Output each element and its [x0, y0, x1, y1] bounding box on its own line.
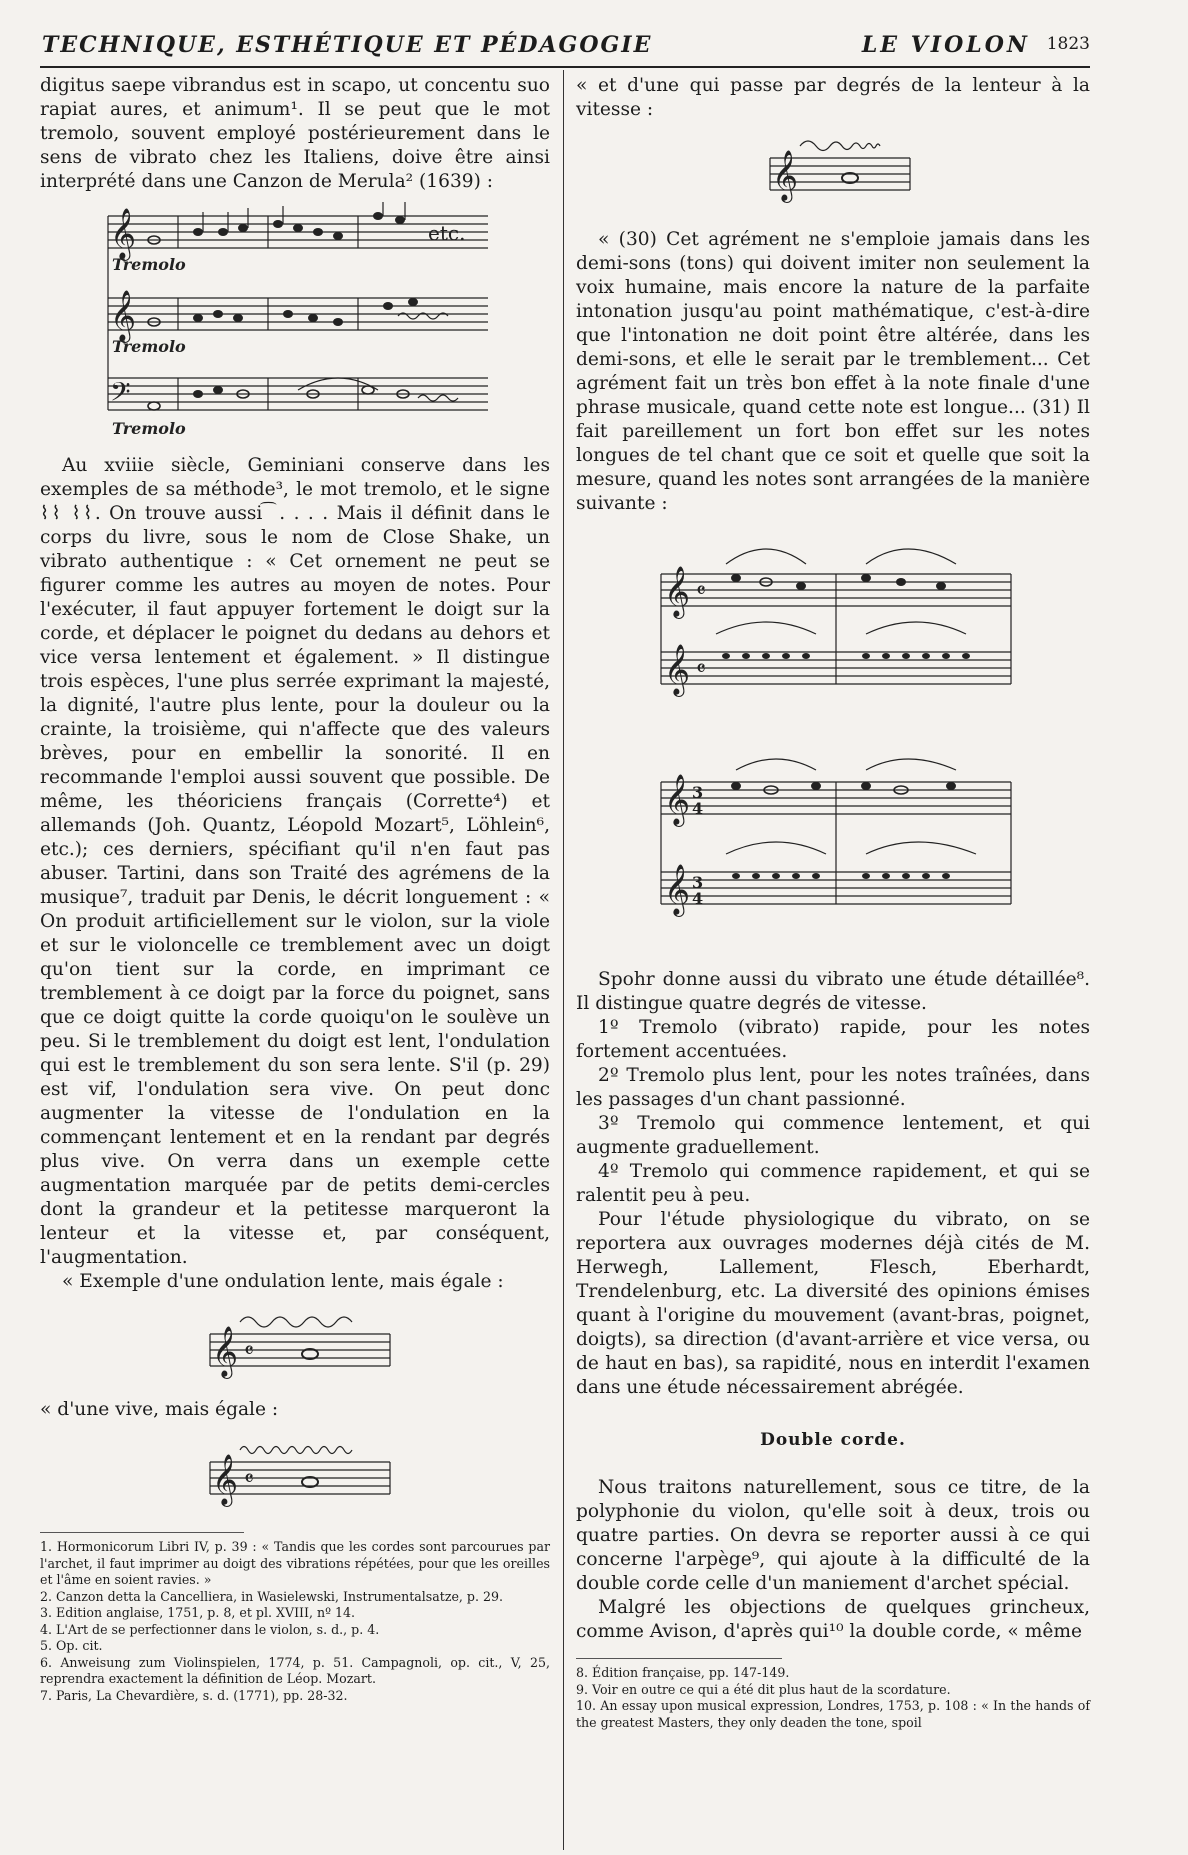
- svg-text:𝄞: 𝄞: [772, 150, 799, 201]
- music-etc-label: etc.: [428, 221, 466, 245]
- footnote: 1. Hormonicorum Libri IV, p. 39 : « Tandis que les cordes sont parcourues par l'archet, il faut imprimer au doigt des vibrations répétées, pour que les oreilles et l'âme en soient ravies. »: [40, 1539, 550, 1587]
- svg-text:3: 3: [692, 873, 704, 892]
- music-example-slow: [200, 1300, 400, 1390]
- footnote: 5. Op. cit.: [40, 1638, 103, 1653]
- left-column: [40, 74, 550, 1704]
- paragraph: digitus saepe vibrandus est in scapo, ut concentu suo rapiat aures, et animum¹. Il se peut que le mot tremolo, souvent employé postérieurement dans le sens de vibrato chez les Italiens, doive être ainsi interprété dans une Canzon de Merula² (1639) :: [40, 75, 550, 192]
- running-header: [40, 30, 1090, 68]
- svg-text:4: 4: [692, 799, 704, 818]
- footnote-rule: [40, 1532, 244, 1533]
- svg-text:𝄞: 𝄞: [110, 290, 137, 341]
- music-example-fast: [200, 1428, 400, 1518]
- paragraph: 2º Tremolo plus lent, pour les notes traînées, dans les passages d'un chant passionné.: [576, 1065, 1090, 1110]
- paragraph: Spohr donne aussi du vibrato une étude détaillée⁸. Il distingue quatre degrés de vitesse.: [576, 969, 1090, 1014]
- tremolo-label: Tremolo: [112, 255, 186, 274]
- paragraph: 4º Tremolo qui commence rapidement, et qui se ralentit peu à peu.: [576, 1161, 1090, 1206]
- music-example-merula: [98, 202, 498, 448]
- svg-text:𝄴: 𝄴: [244, 1467, 254, 1492]
- paragraph: Nous traitons naturellement, sous ce titre, de la polyphonie du violon, qu'elle soit à deux, trois ou quatre parties. On devra se reporter aussi à ce qui concerne l'arpège⁹, qui ajoute à la difficulté de la double corde celle d'un maniement d'archet spécial.: [576, 1477, 1090, 1594]
- header-section-title: TECHNIQUE, ESTHÉTIQUE ET PÉDAGOGIE: [42, 32, 653, 58]
- svg-text:𝄞: 𝄞: [664, 774, 691, 825]
- paragraph: Malgré les objections de quelques grincheux, comme Avison, d'après qui¹⁰ la double corde, « même: [576, 1597, 1090, 1642]
- footnote: 10. An essay upon musical expression, Londres, 1753, p. 108 : « In the hands of the greatest Masters, they only deaden the tone, spoil: [576, 1698, 1090, 1730]
- paragraph: « Exemple d'une ondulation lente, mais égale :: [62, 1271, 504, 1292]
- footnote: 4. L'Art de se perfectionner dans le violon, s. d., p. 4.: [40, 1621, 380, 1637]
- paragraph: Au xviiie siècle, Geminiani conserve dans les exemples de sa méthode³, le mot tremolo, et le signe ⌇⌇ ⌇⌇. On trouve aussi ͡ . . . . Mais il définit dans le corps du livre, sous le nom de Close Shake, un vibrato authentique : « Cet ornement ne peut se figurer comme les autres au moyen de notes. Pour l'exécuter, il faut appuyer fortement le doigt sur la corde, et déplacer le poignet du dedans au dehors et vice versa lentement et également. » Il distingue trois espèces, l'une plus serrée exprimant la majesté, la dignité, l'autre plus lente, pour la douleur ou la crainte, la troisième, qui n'affecte que des valeurs brèves, pour en embellir la sonorité. Il en recommande l'emploi aussi souvent que possible. De même, les théoriciens français (Corrette⁴) et allemands (Joh. Quantz, Léopold Mozart⁵, Löhlein⁶, etc.); ces derniers, spécifiant qu'il n'en faut pas abuser. Tartini, dans son Traité des agrémens de la musique⁷, traduit par Denis, le décrit longuement : « On produit artificiellement sur le violon, sur la viole et sur le violoncelle ce tremblement avec un doigt qu'on tient sur la corde, en imprimant ce tremblement à ce doigt par la force du poignet, sans que ce doigt quitte la corde quoiqu'on le soulève un peu. Si le tremblement du doigt est lent, l'ondulation qui est le tremblement du son sera lente. S'il (p. 29) est vif, l'ondulation sera vive. On peut donc augmenter la vitesse de l'ondulation en la commençant lentement et en la rendant par degrés plus vive. On verra dans un exemple cette augmentation marquée par de petits demi-cercles dont la grandeur et la petitesse marqueront la lenteur et la vitesse et, par conséquent, l'augmentation.: [40, 455, 550, 1268]
- svg-text:𝄴: 𝄴: [244, 1339, 254, 1364]
- footnote: 2. Canzon detta la Cancelliera, in Wasielewski, Instrumentalsatze, p. 29.: [40, 1588, 504, 1604]
- paragraph: 3º Tremolo qui commence lentement, et qui augmente graduellement.: [576, 1113, 1090, 1158]
- paragraph: 1º Tremolo (vibrato) rapide, pour les notes fortement accentuées.: [576, 1017, 1090, 1062]
- svg-text:𝄢: 𝄢: [110, 376, 131, 414]
- column-divider: [563, 70, 564, 1850]
- header-book-title: LE VIOLON: [861, 32, 1030, 58]
- paragraph: « (30) Cet agrément ne s'emploie jamais dans les demi-sons (tons) qui doivent imiter non seulement la voix humaine, mais encore la nature de la parfaite intonation jusqu'au point mathématique, c'est-à-dire que l'intonation ne doit point être altérée, dans les demi-sons, et elle le serait par le tremblement... Cet agrément fait un très bon effet à la note finale d'une phrase musicale, quand cette note est longue... (31) Il fait pareillement un fort bon effet sur les notes longues de tel chant que ce soit et quelle que soit la mesure, quand les notes sont arrangées de la manière suivante :: [576, 229, 1090, 514]
- footnote-rule: [576, 1658, 782, 1659]
- footnote: 7. Paris, La Chevardière, s. d. (1771), pp. 28-32.: [40, 1687, 348, 1703]
- svg-text:𝄞: 𝄞: [664, 566, 691, 617]
- svg-text:𝄞: 𝄞: [212, 1326, 239, 1377]
- footnote: 6. Anweisung zum Violinspielen, 1774, p. 51. Campagnoli, op. cit., V, 25, reprendra exactement la définition de Léop. Mozart.: [40, 1654, 550, 1686]
- tremolo-label: Tremolo: [112, 337, 186, 356]
- footnote: 3. Edition anglaise, 1751, p. 8, et pl. XVIII, nº 14.: [40, 1605, 356, 1620]
- right-column: [576, 74, 1090, 1731]
- paragraph: Pour l'étude physiologique du vibrato, on se reportera aux ouvrages modernes déjà cités de M. Herwegh, Lallement, Flesch, Eberhardt, Trendelenburg, etc. La diversité des opinions émises quant à l'origine du mouvement (avant-bras, poignet, doigts), sa direction (d'avant-arrière et vice versa, ou de haut en bas), sa rapidité, nous en interdit l'examen dans une étude nécessairement abrégée.: [576, 1209, 1090, 1398]
- svg-text:3: 3: [692, 783, 704, 802]
- svg-text:𝄞: 𝄞: [212, 1454, 239, 1505]
- music-example-tartini: [656, 534, 1016, 954]
- paragraph: « d'une vive, mais égale :: [40, 1399, 279, 1420]
- svg-text:𝄞: 𝄞: [110, 208, 137, 259]
- svg-text:𝄴: 𝄴: [696, 579, 706, 604]
- svg-text:𝄴: 𝄴: [696, 657, 706, 682]
- footnote: 9. Voir en outre ce qui a été dit plus haut de la scordature.: [576, 1681, 951, 1697]
- music-example-progressive: [760, 128, 920, 212]
- section-heading: Double corde.: [760, 1430, 906, 1450]
- svg-text:𝄞: 𝄞: [664, 864, 691, 915]
- svg-text:4: 4: [692, 889, 704, 908]
- page-number: 1823: [1046, 34, 1090, 54]
- footnote: 8. Édition française, pp. 147-149.: [576, 1665, 790, 1680]
- svg-text:𝄞: 𝄞: [664, 644, 691, 695]
- paragraph: « et d'une qui passe par degrés de la lenteur à la vitesse :: [576, 75, 1090, 120]
- tremolo-label: Tremolo: [112, 419, 186, 438]
